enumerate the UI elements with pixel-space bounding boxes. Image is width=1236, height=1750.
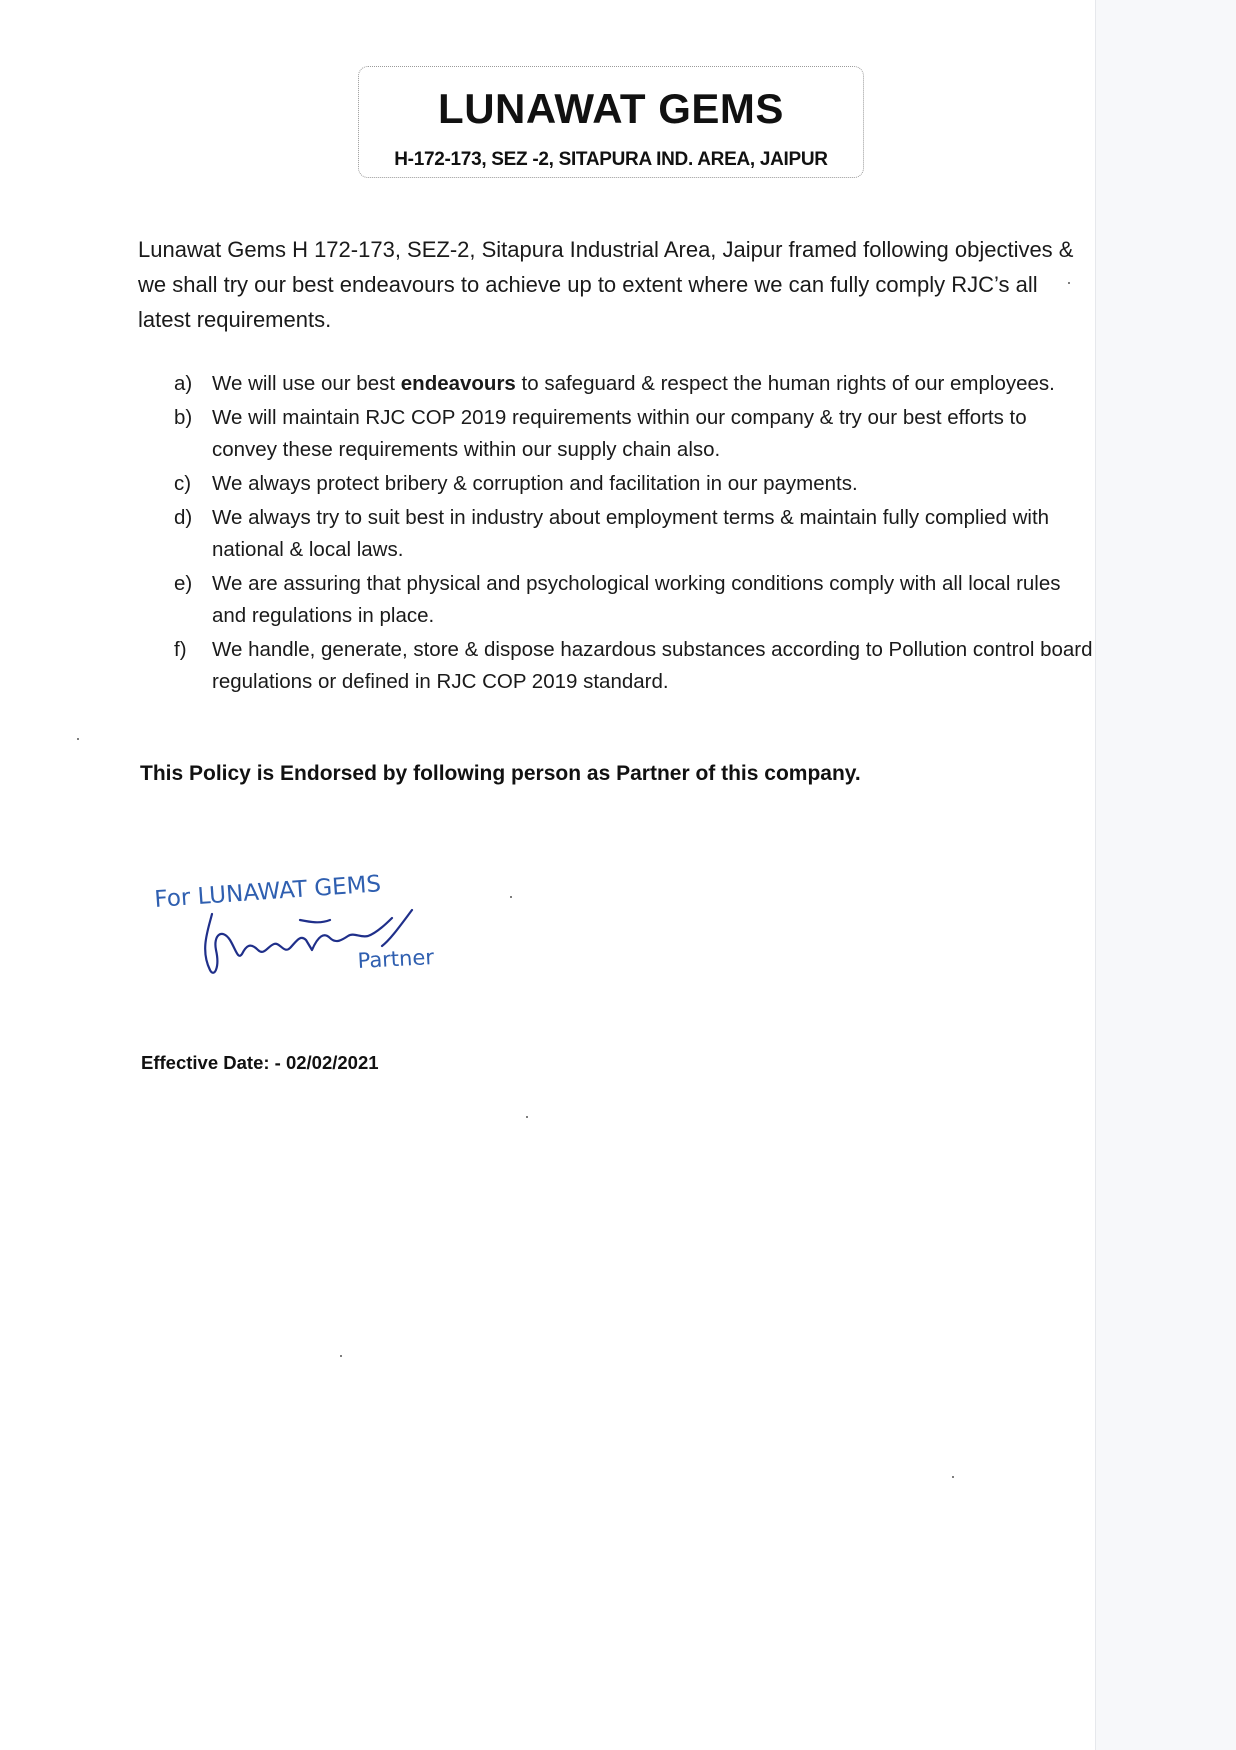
objective-text: We always try to suit best in industry about employment terms & maintain fully complied with national & local laws. <box>212 506 1050 561</box>
effective-date: Effective Date: - 02/02/2021 <box>141 1052 379 1073</box>
scan-speck <box>77 738 79 740</box>
objective-item <box>174 502 1094 566</box>
objective-item <box>174 402 1094 466</box>
objective-text: We will maintain RJC COP 2019 requirements within our company & try our best efforts to convey these requirements within our supply chain also. <box>212 406 1027 461</box>
objective-text: We will use our best endeavours to safeguard & respect the human rights of our employees. <box>212 372 1055 395</box>
letterhead <box>358 66 864 178</box>
scan-speck <box>340 1355 342 1357</box>
scan-speck <box>510 896 512 898</box>
endorsement-statement: This Policy is Endorsed by following person as Partner of this company. <box>140 762 861 785</box>
objective-marker: b) <box>174 406 193 429</box>
scan-speck <box>526 1116 528 1118</box>
scan-speck <box>1068 282 1070 284</box>
stamp-line-company: For LUNAWAT GEMS <box>153 871 382 913</box>
company-name: LUNAWAT GEMS <box>438 85 784 132</box>
objective-marker: c) <box>174 472 192 495</box>
intro-paragraph: Lunawat Gems H 172-173, SEZ-2, Sitapura Industrial Area, Jaipur framed following objectives & we shall try our best endeavours to achieve up to extent where we can fully comply RJC’s all latest requirements. <box>138 237 1074 332</box>
objective-marker: d) <box>174 506 193 529</box>
emphasis-text: endeavours <box>400 372 516 395</box>
objective-text: We always protect bribery & corruption and facilitation in our payments. <box>212 472 858 495</box>
objective-item <box>174 368 1094 400</box>
objectives-list <box>174 368 1094 700</box>
company-address: H-172-173, SEZ -2, SITAPURA IND. AREA, JAIPUR <box>394 149 828 170</box>
partner-stamp <box>150 850 490 990</box>
objective-text: We handle, generate, store & dispose hazardous substances according to Pollution control board regulations or defined in RJC COP 2019 standard. <box>212 638 1093 693</box>
objective-marker: a) <box>174 372 193 395</box>
objective-marker: f) <box>174 638 187 661</box>
objective-marker: e) <box>174 572 193 595</box>
objective-text: We are assuring that physical and psychological working conditions comply with all local rules and regulations in place. <box>212 572 1061 627</box>
scan-speck <box>952 1476 954 1478</box>
scan-edge-line <box>1095 0 1096 1750</box>
objective-item <box>174 634 1094 698</box>
scan-margin <box>1096 0 1236 1750</box>
stamp-line-role: Partner <box>357 945 435 973</box>
objective-item <box>174 468 1094 500</box>
objective-item <box>174 568 1094 632</box>
